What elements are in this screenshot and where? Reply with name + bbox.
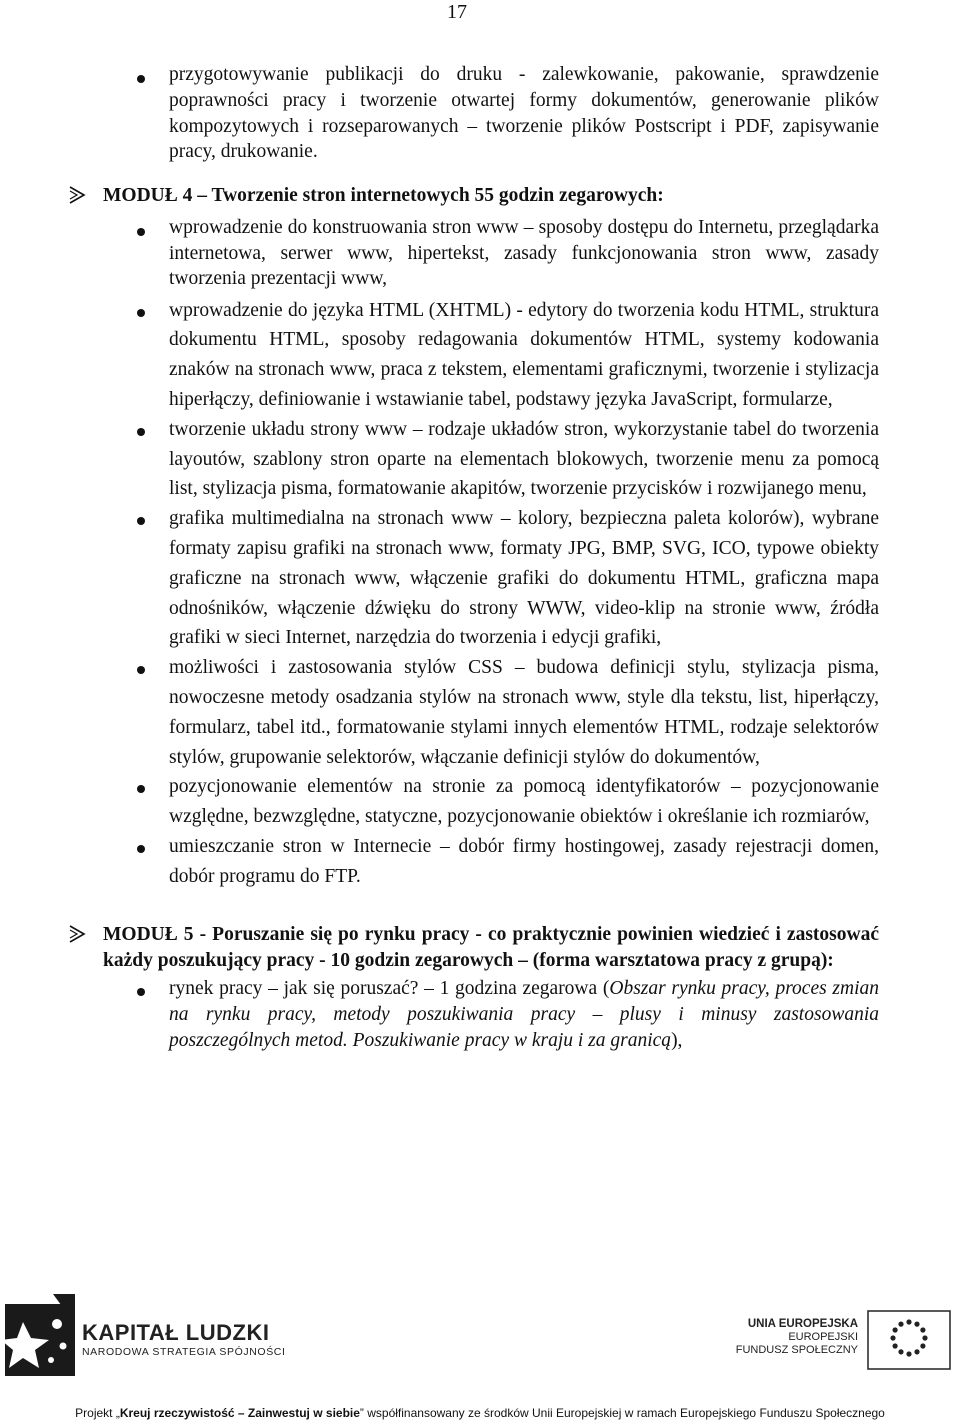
eu-fund-text — [736, 1318, 858, 1357]
list-item — [0, 976, 879, 1054]
module-4-title: MODUŁ 4 – Tworzenie stron internetowych 55 godzin zegarowych: — [103, 185, 664, 207]
footer-logos — [0, 1290, 960, 1390]
list-item-text: grafika multimedialna na stronach www – kolory, bezpieczna paleta kolorów), wybrane formaty zapisu grafiki na stronach www, formaty JPG, BMP, SVG, ICO, typowe obiekty graficzne na stronach www, włączenie grafiki do dokumentu HTML, graficzna mapa odnośników, włączenie dźwięku do strony WWW, video-klip na stronie www, źródła grafiki w sieci Internet, narzędzia do tworzenia i edycji grafiki, — [169, 508, 879, 649]
list-item-text: przygotowywanie publikacji do druku - zalewkowanie, pakowanie, sprawdzenie poprawności pracy i tworzenie otwartej formy dokumentów, generowanie plików kompozytowych i rozseparowanych – tworzenie plików Postscript i PDF, zapisywanie pracy, drukowanie. — [169, 64, 879, 163]
bullet-icon — [137, 75, 145, 83]
footer-text-suffix: ” współfinansowany ze środków Unii Europejskiej w ramach Europejskiego Funduszu Społecznego — [359, 1406, 885, 1420]
page-number: 17 — [447, 1, 467, 23]
list-item-text: możliwości i zastosowania stylów CSS – budowa definicji stylu, stylizacja pisma, nowoczesne metody osadzania stylów na stronach www, style dla tekstu, list, hiperłączy, formularz, tabel itd., formatowanie stylami innych elementów HTML, rodzaje selektorów stylów, grupowanie selektorów, włączanie definicji stylów do dokumentów, — [169, 657, 879, 768]
module-5-section — [103, 922, 879, 1054]
kapital-ludzki-title: KAPITAŁ LUDZKI — [82, 1320, 270, 1345]
arrow-bullet-icon — [67, 185, 87, 205]
footer-text-prefix: Projekt „ — [75, 1406, 120, 1420]
list-item — [0, 653, 879, 772]
bullet-icon — [137, 988, 145, 996]
list-item — [0, 215, 879, 292]
list-item — [0, 504, 879, 653]
list-item-text: wprowadzenie do języka HTML (XHTML) - edytory do tworzenia kodu HTML, struktura dokumentu HTML, sposoby redagowania dokumentów HTML, systemy kodowania znaków na stronach www, praca z tekstem, elementami graficznymi, tworzenie i stylizacja hiperłączy, definiowanie i wstawianie tabel, podstawy języka JavaScript, formularze, — [169, 299, 879, 411]
kapital-ludzki-subtitle: NARODOWA STRATEGIA SPÓJNOŚCI — [82, 1346, 286, 1358]
kapital-ludzki-logo-icon — [5, 1294, 75, 1376]
item-plain-text: rynek pracy – jak się poruszać? – 1 godzina zegarowa ( — [169, 977, 610, 999]
footer-project-name: Kreuj rzeczywistość – Zainwestuj w siebie — [119, 1406, 360, 1420]
list-item — [0, 62, 960, 165]
list-item-text — [169, 976, 879, 1054]
arrow-bullet-icon — [67, 924, 87, 944]
list-item-text: umieszczanie stron w Internecie – dobór firmy hostingowej, zasady rejestracji domen, dobór programu do FTP. — [169, 836, 879, 887]
document-body — [0, 62, 960, 1054]
footer-project-text — [0, 1405, 960, 1421]
module-4-section — [103, 183, 879, 891]
bullet-icon — [137, 845, 145, 853]
bullet-icon — [137, 309, 145, 317]
list-item — [0, 772, 879, 832]
bullet-icon — [137, 428, 145, 436]
item-italic-text: Obszar rynku pracy, proces zmian na rynku pracy, metody poszukiwania pracy – plusy i minusy zastosowania poszczególnych metod. Poszukiwanie pracy w kraju i za granicą — [169, 977, 879, 1051]
eu-line-2: EUROPEJSKI — [788, 1331, 858, 1343]
bullet-icon — [137, 517, 145, 525]
module-4-list — [0, 215, 879, 891]
list-item-text: wprowadzenie do konstruowania stron www – sposoby dostępu do Internetu, przeglądarka internetowa, serwer www, hipertekst, zasady funkcjonowania stron www, zasady tworzenia prezentacji www, — [169, 217, 879, 290]
list-item-text: tworzenie układu strony www – rodzaje układów stron, wykorzystanie tabel do tworzenia layoutów, szablony stron oparte na elementach blokowych, tworzenie menu za pomocą list, stylizacja pisma, formatowanie akapitów, tworzenie przycisków i rozwijanego menu, — [169, 418, 879, 500]
bullet-icon — [137, 785, 145, 793]
eu-flag-icon — [867, 1310, 951, 1370]
top-bullet-list — [0, 62, 960, 165]
list-item — [0, 296, 879, 415]
eu-line-1: UNIA EUROPEJSKA — [747, 1318, 858, 1330]
module-5-list — [0, 976, 879, 1054]
bullet-icon — [137, 666, 145, 674]
module-5-title: MODUŁ 5 - Poruszanie się po rynku pracy - co praktycznie powinien wiedzieć i zastosować każdy poszukujący pracy - 10 godzin zegarowych – (forma warsztatowa pracy z grupą): — [103, 923, 879, 971]
list-item-text: pozycjonowanie elementów na stronie za pomocą identyfikatorów – pozycjonowanie względne, bezwzględne, statyczne, pozycjonowanie obiektów i określanie ich rozmiarów, — [169, 776, 879, 828]
list-item — [0, 415, 879, 504]
item-end-text: ), — [671, 1029, 683, 1051]
bullet-icon — [137, 228, 145, 236]
list-item — [0, 832, 879, 892]
eu-line-3: FUNDUSZ SPOŁECZNY — [735, 1344, 858, 1356]
